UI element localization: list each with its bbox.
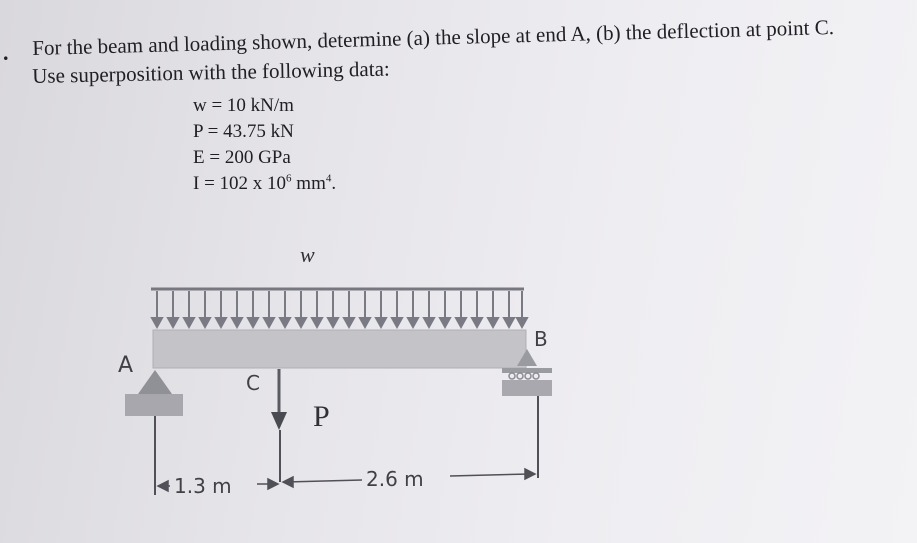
load-arrow [376,291,386,327]
distributed-load-arrows [152,291,527,327]
load-arrow [424,291,434,327]
problem-text-line-2: Use superposition with the following data: [32,56,390,88]
dimension-label-cb: 2.6 m [366,467,424,491]
load-arrow [472,291,482,327]
load-arrow [232,291,242,327]
load-arrow [504,291,514,327]
load-arrow [456,291,466,327]
load-arrow [296,291,306,327]
pin-support-a [125,370,183,416]
load-arrow [517,291,527,327]
load-arrow [440,291,450,327]
load-arrow [248,291,258,327]
load-arrow [392,291,402,327]
load-label-w: w [300,242,315,267]
load-arrow [408,291,418,327]
given-i-exponent: 6 [286,172,292,185]
given-i-base: I = 102 x 10 [193,173,287,194]
point-label-a: A [118,353,134,378]
load-arrow [360,291,370,327]
point-load-arrow [271,369,287,430]
given-p: P = 43.75 kN [193,121,294,142]
given-e: E = 200 GPa [193,147,291,168]
load-arrow [216,291,226,327]
load-arrow [328,291,338,327]
load-arrow [152,291,162,327]
problem-bullet: . [3,40,9,65]
load-arrow [344,291,354,327]
point-label-b: B [534,327,548,351]
load-arrow [488,291,498,327]
rollers [509,373,539,379]
point-label-c: C [246,371,260,395]
given-w: w = 10 kN/m [193,95,294,116]
load-arrow [168,291,178,327]
load-arrow [280,291,290,327]
load-arrow [264,291,274,327]
load-arrow [184,291,194,327]
given-i-unit-exponent: 4 [325,172,332,185]
load-arrow [312,291,322,327]
beam [153,330,526,368]
given-i-unit: mm [291,173,326,194]
given-i-end: . [331,173,337,194]
force-label-p: P [313,400,330,433]
problem-text-line-1: For the beam and loading shown, determine (a) the slope at end A, (b) the deflection at point C. [32,15,835,60]
load-arrow [200,291,210,327]
dimension-label-ac: 1.3 m [174,474,232,498]
